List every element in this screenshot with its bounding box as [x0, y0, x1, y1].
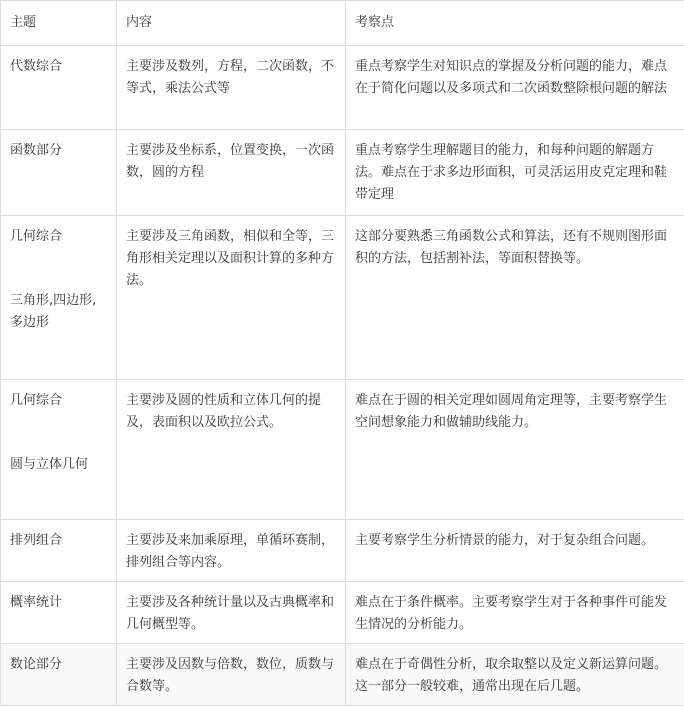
header-content: 内容 — [117, 1, 346, 46]
content-cell: 主要涉及三角函数，相似和全等，三角形相关定理以及面积计算的多种方法。 — [117, 216, 346, 380]
topic-cell: 代数综合 — [1, 46, 117, 130]
topic-cell: 几何综合 三角形,四边形,多边形 — [1, 216, 117, 380]
topic-cell: 概率统计 — [1, 582, 117, 644]
focus-cell: 这部分要熟悉三角函数公式和算法，还有不规则图形面积的方法，包括割补法，等面积替换等。 — [346, 216, 684, 380]
focus-cell: 难点在于圆的相关定理如圆周角定理等，主要考察学生空间想象能力和做辅助线能力。 — [346, 380, 684, 520]
topic-cell: 函数部分 — [1, 130, 117, 216]
focus-cell: 难点在于条件概率。主要考察学生对于各种事件可能发生情况的分析能力。 — [346, 582, 684, 644]
focus-cell: 难点在于奇偶性分析，取余取整以及定义新运算问题。这一部分一般较难，通常出现在后几题。 — [346, 644, 684, 706]
table-header-row — [1, 1, 684, 46]
content-cell: 主要涉及数列，方程，二次函数，不等式，乘法公式等 — [117, 46, 346, 130]
table-row — [1, 582, 684, 644]
topic-cell: 排列组合 — [1, 520, 117, 582]
focus-cell: 重点考察学生理解题目的能力，和每种问题的解题方法。难点在于求多边形面积，可灵活运用皮克定理和鞋带定理 — [346, 130, 684, 216]
table-row — [1, 216, 684, 380]
topic-cell: 几何综合 圆与立体几何 — [1, 380, 117, 520]
header-focus: 考察点 — [346, 1, 684, 46]
table-row — [1, 644, 684, 706]
focus-cell: 主要考察学生分析情景的能力，对于复杂组合问题。 — [346, 520, 684, 582]
header-topic: 主题 — [1, 1, 117, 46]
topic-cell: 数论部分 — [1, 644, 117, 706]
content-cell: 主要涉及坐标系，位置变换，一次函数，圆的方程 — [117, 130, 346, 216]
table-row — [1, 130, 684, 216]
table-row — [1, 380, 684, 520]
focus-cell: 重点考察学生对知识点的掌握及分析问题的能力，难点在于简化问题以及多项式和二次函数整除根问题的解法 — [346, 46, 684, 130]
table-row — [1, 46, 684, 130]
content-cell: 主要涉及因数与倍数，数位，质数与合数等。 — [117, 644, 346, 706]
content-cell: 主要涉及圆的性质和立体几何的提及，表面积以及欧拉公式。 — [117, 380, 346, 520]
table-row — [1, 520, 684, 582]
content-cell: 主要涉及各种统计量以及古典概率和几何概型等。 — [117, 582, 346, 644]
content-cell: 主要涉及来加乘原理，单循环赛制，排列组合等内容。 — [117, 520, 346, 582]
